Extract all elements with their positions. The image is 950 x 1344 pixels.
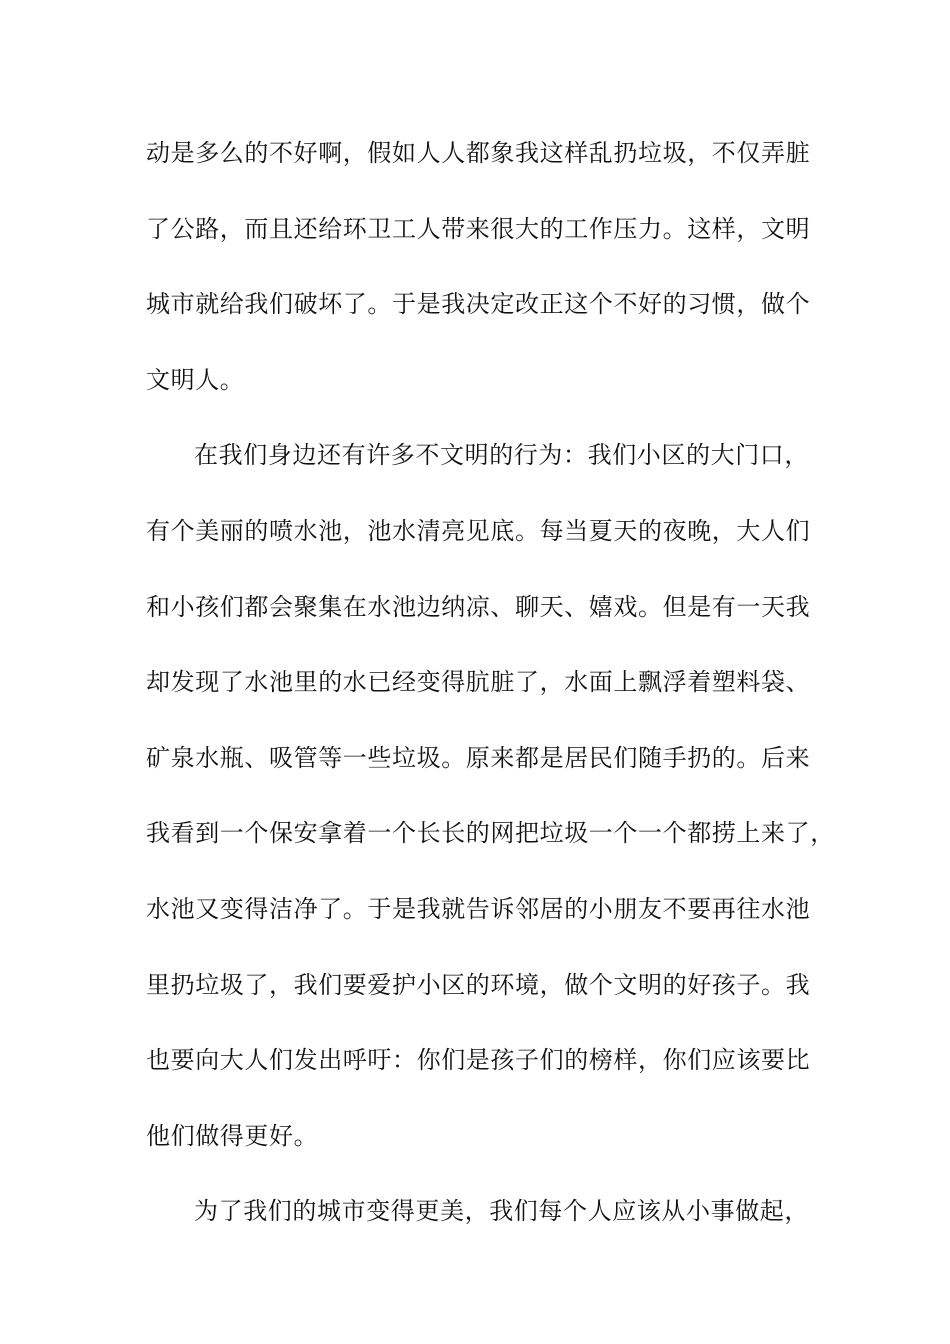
text-line: 在我们身边还有许多不文明的行为：我们小区的大门口，	[194, 441, 809, 470]
text-line: 城市就给我们破坏了。于是我决定改正这个不好的习惯，做个	[146, 290, 811, 319]
text-line: 也要向大人们发出呼吁：你们是孩子们的榜样，你们应该要比	[146, 1046, 811, 1075]
paragraph-3	[146, 1186, 826, 1262]
paragraph-1	[146, 128, 826, 430]
text-line: 了公路，而且还给环卫工人带来很大的工作压力。这样，文明	[146, 214, 811, 243]
text-line: 动是多么的不好啊，假如人人都象我这样乱扔垃圾，不仅弄脏	[146, 139, 811, 167]
text-line: 和小孩们都会聚集在水池边纳凉、聊天、嬉戏。但是有一天我	[146, 592, 811, 621]
text-line: 矿泉水瓶、吸管等一些垃圾。原来都是居民们随手扔的。后来	[146, 743, 811, 772]
text-line: 我看到一个保安拿着一个长长的网把垃圾一个一个都捞上来了，	[146, 819, 835, 848]
text-line: 却发现了水池里的水已经变得肮脏了，水面上飘浮着塑料袋、	[146, 668, 811, 697]
essay-text	[146, 128, 835, 1262]
text-line: 他们做得更好。	[146, 1121, 319, 1150]
text-line: 水池又变得洁净了。于是我就告诉邻居的小朋友不要再往水池	[146, 894, 811, 923]
text-line: 有个美丽的喷水池，池水清亮见底。每当夏天的夜晚，大人们	[146, 516, 811, 545]
text-line: 为了我们的城市变得更美，我们每个人应该从小事做起，	[194, 1197, 809, 1226]
text-line: 文明人。	[146, 365, 245, 394]
text-line: 里扔垃圾了，我们要爱护小区的环境，做个文明的好孩子。我	[146, 970, 811, 999]
paragraph-2	[146, 430, 835, 1186]
